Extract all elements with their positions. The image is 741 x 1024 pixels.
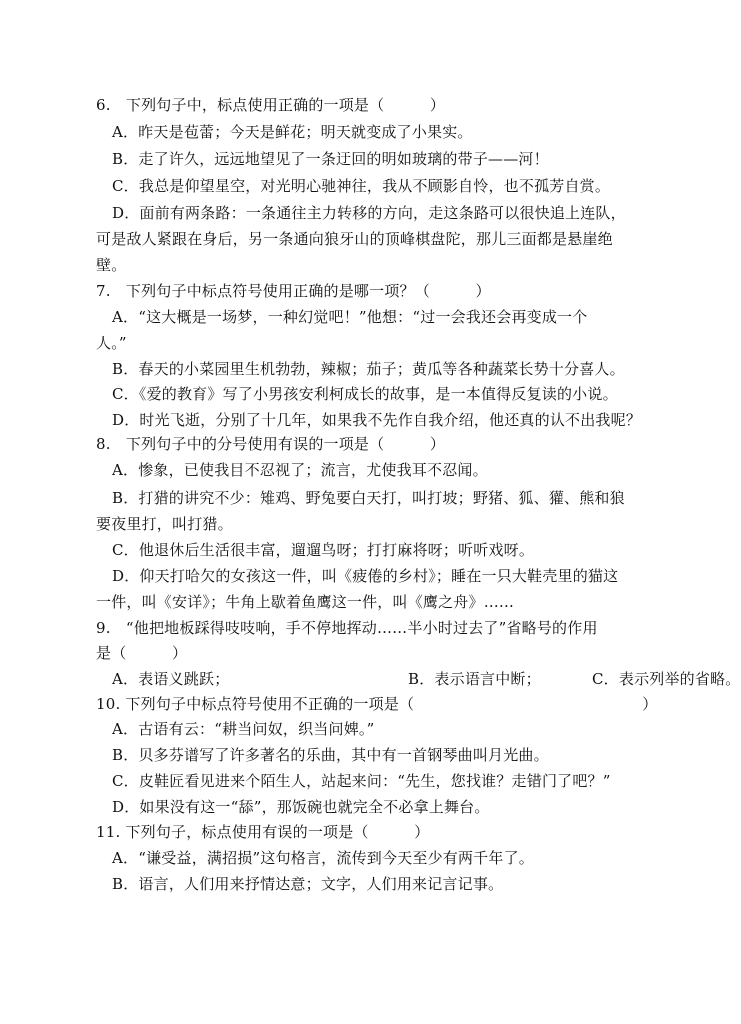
question-11-option-a: A．“谦受益，满招损”这句格言，流传到今天至少有两千年了。 <box>112 849 534 867</box>
question-8-option-d-cont: 一件，叫《安详》；牛角上歇着鱼鹰这一件，叫《鹰之舟》…… <box>96 593 515 611</box>
question-7-option-c: C．《爱的教育》写了小男孩安利柯成长的故事，是一本值得反复读的小说。 <box>112 385 618 403</box>
question-10-option-d: D．如果没有这一“舔”，那饭碗也就完全不必拿上舞台。 <box>112 798 490 816</box>
question-9-option-b: B．表示语言中断； <box>408 670 541 688</box>
question-8-option-b: B．打猎的讲究不少：雉鸡、野兔要白天打，叫打坡；野猪、狐、獾、熊和狼 <box>112 489 625 507</box>
question-6-option-d-cont-2: 壁。 <box>96 256 127 274</box>
question-9-option-c: C．表示列举的省略。 <box>592 670 741 688</box>
question-7-option-d: D．时光飞逝，分别了十几年，如果我不先作自我介绍，他还真的认不出我呢？ <box>112 411 642 429</box>
question-6-option-b: B．走了许久，远远地望见了一条迂回的明如玻璃的带子——河！ <box>112 150 549 168</box>
question-8-option-a: A．惨象，已使我目不忍视了；流言，尤使我耳不忍闻。 <box>112 461 488 479</box>
question-11-stem: 11. 下列句子，标点使用有误的一项是（ ） <box>96 823 430 841</box>
question-10-option-b: B．贝多芬谱写了许多著名的乐曲，其中有一首钢琴曲叫月光曲。 <box>112 746 549 764</box>
question-9-options <box>112 669 741 689</box>
question-7-option-a: A．“这大概是一场梦，一种幻觉吧！”他想：“过一会我还会再变成一个 <box>112 308 588 326</box>
question-8-option-b-cont: 要夜里打，叫打猎。 <box>96 515 233 533</box>
question-9-stem: 9. “他把地板踩得吱吱响，手不停地挥动……半小时过去了”省略号的作用 <box>96 619 598 637</box>
question-7-stem: 7. 下列句子中标点符号使用正确的是哪一项？（ ） <box>96 282 491 300</box>
question-6-option-c: C．我总是仰望星空，对光明心驰神往，我从不顾影自怜，也不孤芳自赏。 <box>112 177 611 195</box>
question-9-stem-cont: 是（ ） <box>96 644 188 662</box>
question-9-option-a: A．表语义跳跃； <box>112 670 230 688</box>
question-8-stem: 8. 下列句子中的分号使用有误的一项是（ ） <box>96 435 446 453</box>
question-6-option-d-cont-1: 可是敌人紧跟在身后，另一条通向狼牙山的顶峰棋盘陀，那儿三面都是悬崖绝 <box>96 230 613 248</box>
question-6-option-a: A．昨天是苞蕾；今天是鲜花；明天就变成了小果实。 <box>112 123 473 141</box>
question-8-option-c: C．他退休后生活很丰富，遛遛鸟呀；打打麻将呀；听听戏呀。 <box>112 541 535 559</box>
question-10-stem: 10. 下列句子中标点符号使用不正确的一项是（ ） <box>96 695 658 713</box>
question-6-option-d: D．面前有两条路：一条通往主力转移的方向，走这条路可以很快追上连队， <box>112 204 626 222</box>
question-7-option-a-cont: 人。” <box>96 334 127 352</box>
question-10-option-c: C．皮鞋匠看见进来个陌生人，站起来问：“先生，您找谁？走错门了吧？” <box>112 772 611 790</box>
question-8-option-d: D．仰天打哈欠的女孩这一件，叫《疲倦的乡村》；睡在一只大鞋壳里的猫这 <box>112 567 619 585</box>
question-6-stem: 6. 下列句子中，标点使用正确的一项是（ ） <box>96 96 446 114</box>
question-7-option-b: B．春天的小菜园里生机勃勃，辣椒；茄子；黄瓜等各种蔬菜长势十分喜人。 <box>112 360 625 378</box>
question-11-option-b: B．语言，人们用来抒情达意；文字，人们用来记言记事。 <box>112 875 504 893</box>
question-10-option-a: A．古语有云：“耕当问奴，织当问婢。” <box>112 720 375 738</box>
